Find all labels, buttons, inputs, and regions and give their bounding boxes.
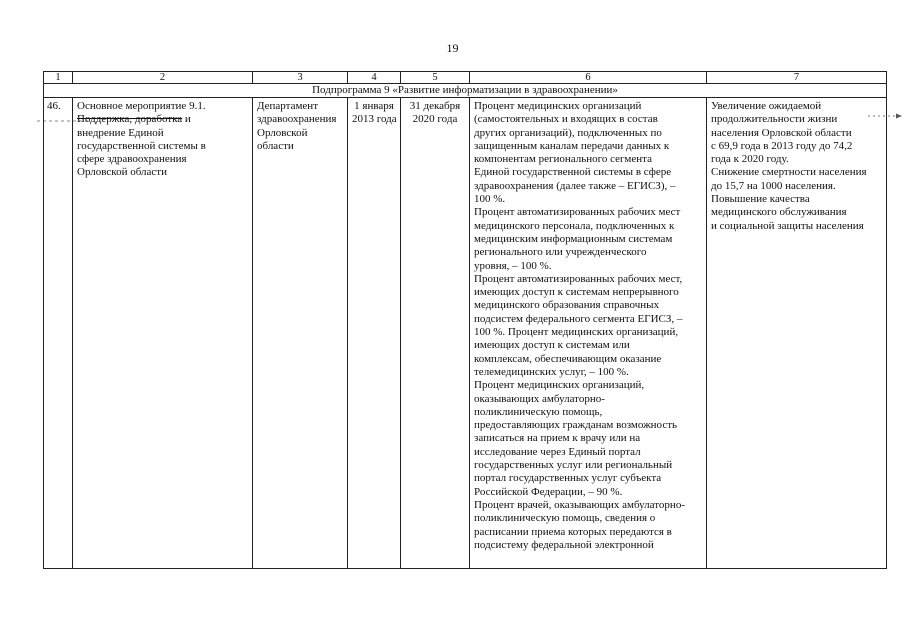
end-date-line: 31 декабря: [409, 100, 461, 112]
indicator-line: государственных услуг или региональный: [474, 459, 673, 472]
indicator-line: 100 %. Процент медицинских организаций,: [474, 326, 679, 339]
indicator-line: Единой государственной системы в сфере: [474, 166, 672, 179]
executor-line: области: [257, 139, 294, 152]
indicators-cell: [470, 98, 707, 569]
column-number: 7: [707, 72, 887, 84]
measures-table: [43, 71, 887, 569]
result-line: с 69,9 года в 2013 году до 74,2: [711, 139, 853, 152]
indicator-line: расписании приема которых передаются в: [474, 525, 672, 538]
indicator-line: исследование через Единый портал: [474, 445, 641, 458]
indicator-line: записаться на прием к врачу или на: [474, 432, 641, 445]
start-date-line: 2013 года: [352, 113, 397, 126]
end-date-line: 2020 года: [412, 113, 458, 126]
end-date-cell: [401, 98, 470, 569]
event-line: внедрение Единой: [77, 126, 164, 139]
indicator-line: (самостоятельных и входящих в состав: [474, 113, 658, 126]
indicator-line: имеющих доступ к системам непрерывного: [474, 286, 679, 299]
indicator-line: защищенным каналам передачи данных к: [474, 139, 670, 152]
indicator-line: Российской Федерации, – 90 %.: [474, 485, 623, 498]
event-line: государственной системы в: [77, 139, 206, 152]
indicator-line: подсистему федеральной электронной: [474, 538, 654, 551]
indicator-line: уровня, – 100 %.: [474, 259, 552, 272]
indicator-line: медицинского образования справочных: [474, 299, 660, 312]
indicator-line: оказывающих амбулаторно-: [474, 392, 605, 405]
indicator-line: Процент врачей, оказывающих амбулаторно-: [474, 498, 685, 511]
column-number: 4: [348, 72, 401, 84]
indicator-line: телемедицинских услуг, – 100 %.: [474, 365, 629, 378]
indicator-line: Процент автоматизированных рабочих мест: [474, 206, 681, 219]
struck-text: Поддержка, доработка: [77, 113, 183, 126]
result-line: медицинского обслуживания: [711, 206, 847, 219]
event-text: и: [182, 113, 191, 126]
indicator-line: портал государственных услуг субъекта: [474, 472, 662, 485]
indicator-line: Процент автоматизированных рабочих мест,: [474, 272, 683, 285]
subprogram-title: Подпрограмма 9 «Развитие информатизации в здравоохранении»: [44, 84, 887, 98]
indicator-line: поликлиническую помощь, сведения о: [474, 512, 656, 525]
start-date-line: 1 января: [354, 100, 394, 112]
indicator-line: медицинского персонала, подключенных к: [474, 219, 675, 232]
start-date-cell: [348, 98, 401, 569]
indicator-line: подсистем федерального сегмента ЕГИСЗ, –: [474, 312, 683, 325]
result-line: Повышение качества: [711, 193, 810, 206]
column-number: 6: [470, 72, 707, 84]
result-line: Увеличение ожидаемой: [711, 100, 822, 112]
executor-cell: [253, 98, 348, 569]
results-cell: [707, 98, 887, 569]
executor-line: Орловской: [257, 126, 308, 139]
column-number: 3: [253, 72, 348, 84]
event-title: Основное мероприятие 9.1.: [77, 100, 206, 112]
executor-line: здравоохранения: [257, 113, 337, 126]
subprogram-row: [44, 84, 887, 98]
column-number: 2: [73, 72, 253, 84]
event-line: [77, 113, 248, 126]
page-number: 19: [446, 41, 459, 55]
indicator-line: медицинским информационным системам: [474, 232, 673, 245]
indicator-line: Процент медицинских организаций,: [474, 379, 645, 392]
column-number: 1: [44, 72, 73, 84]
column-number: 5: [401, 72, 470, 84]
indicator-line: Процент медицинских организаций: [474, 100, 642, 112]
indicator-line: предоставляющих гражданам возможность: [474, 419, 678, 432]
column-number-row: [44, 72, 887, 84]
indicator-line: компонентам регионального сегмента: [474, 153, 652, 166]
result-line: до 15,7 на 1000 населения.: [711, 179, 836, 192]
indicator-line: имеющих доступ к системам или: [474, 339, 630, 352]
indicator-line: 100 %.: [474, 193, 506, 206]
result-line: и социальной защиты населения: [711, 219, 864, 232]
result-line: года к 2020 году.: [711, 153, 789, 166]
result-line: населения Орловской области: [711, 126, 852, 139]
table-row: [44, 98, 887, 569]
event-cell: [73, 98, 253, 569]
executor-line: Департамент: [257, 100, 319, 112]
event-line: сфере здравоохранения: [77, 153, 187, 166]
indicator-line: комплексам, обеспечивающим оказание: [474, 352, 662, 365]
event-line: Орловской области: [77, 166, 167, 179]
indicator-line: других организаций), подключенных по: [474, 126, 662, 139]
indicator-line: здравоохранения (далее также – ЕГИСЗ), –: [474, 179, 676, 192]
indicator-line: поликлиническую помощь,: [474, 405, 603, 418]
result-line: Снижение смертности населения: [711, 166, 867, 179]
row-number: 46.: [44, 98, 73, 569]
result-line: продолжительности жизни: [711, 113, 838, 126]
indicator-line: регионального или учрежденческого: [474, 246, 647, 259]
